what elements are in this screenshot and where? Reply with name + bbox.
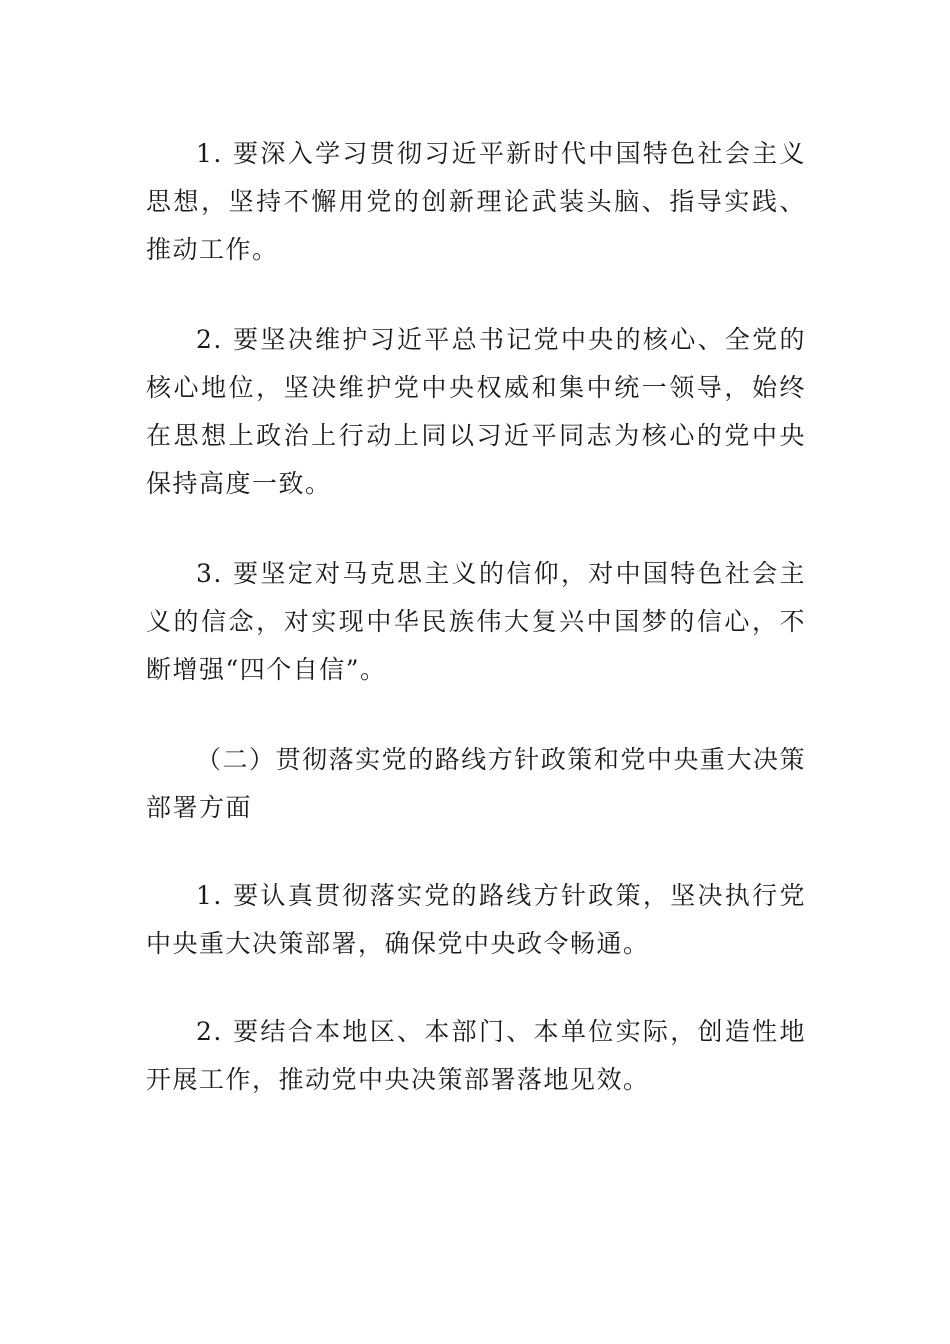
- list-item-section1-1: 1. 要深入学习贯彻习近平新时代中国特色社会主义思想，坚持不懈用党的创新理论武装头脑、指导实践、推动工作。: [146, 139, 806, 264]
- list-item-section2-1: 1. 要认真贯彻落实党的路线方针政策，坚决执行党中央重大决策部署，确保党中央政令畅通。: [146, 881, 806, 958]
- list-item-section1-2: 2. 要坚决维护习近平总书记党中央的核心、全党的核心地位，坚决维护党中央权威和集中统一领导，始终在思想上政治上行动上同以习近平同志为核心的党中央保持高度一致。: [146, 325, 806, 498]
- list-item-section1-3: 3. 要坚定对马克思主义的信仰，对中国特色社会主义的信念，对实现中华民族伟大复兴中国梦的信心，不断增强“四个自信”。: [146, 559, 806, 684]
- section-heading: （二）贯彻落实党的路线方针政策和党中央重大决策部署方面: [146, 745, 806, 822]
- list-item-section2-2: 2. 要结合本地区、本部门、本单位实际，创造性地开展工作，推动党中央决策部署落地见效。: [146, 1017, 806, 1094]
